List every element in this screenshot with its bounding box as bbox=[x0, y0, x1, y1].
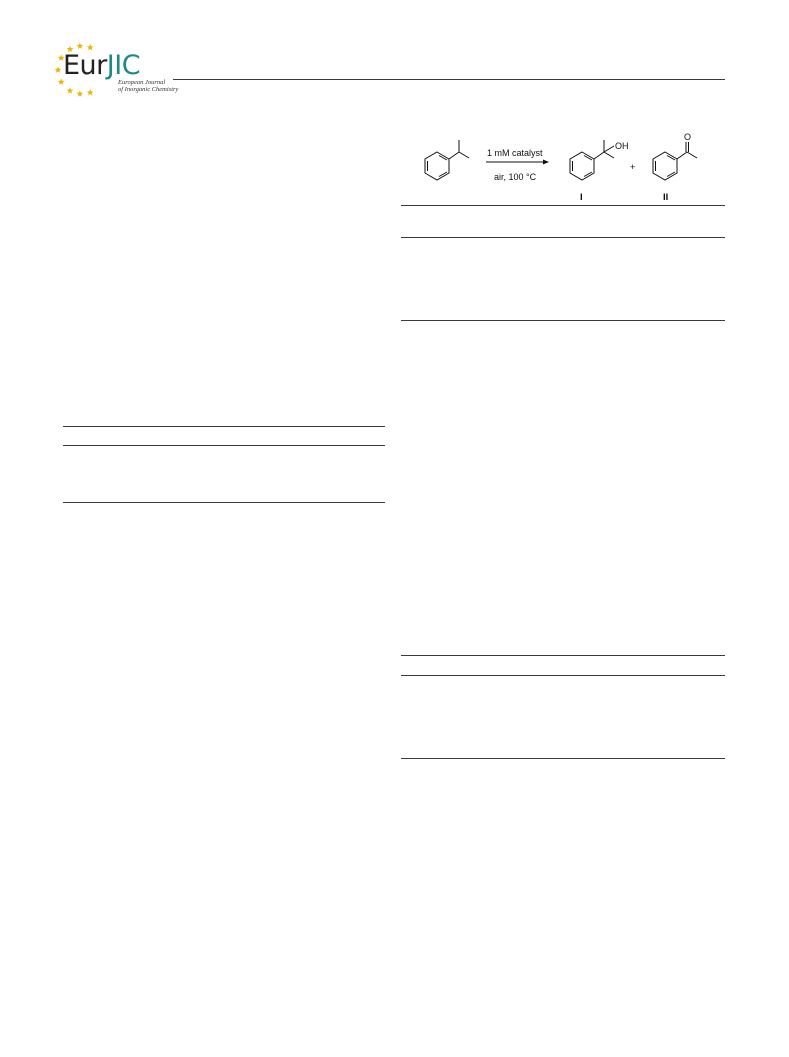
star-icon bbox=[76, 90, 83, 97]
hydroxy-label: OH bbox=[615, 141, 629, 151]
cumene-structure bbox=[425, 140, 469, 180]
header-rule bbox=[173, 79, 725, 80]
product-2-structure bbox=[653, 132, 697, 180]
table-bottom-rule bbox=[401, 320, 725, 321]
product-1-structure bbox=[570, 140, 629, 180]
logo-wordmark bbox=[63, 52, 140, 79]
table-top-rule bbox=[401, 205, 725, 206]
product-1-label: I bbox=[580, 192, 583, 203]
table-bottom-rule bbox=[63, 502, 385, 503]
star-icon bbox=[87, 89, 94, 96]
logo-subtitle-line1: European Journal bbox=[118, 79, 166, 86]
star-icon bbox=[67, 87, 74, 94]
star-icon bbox=[55, 66, 62, 73]
table-bottom-rule bbox=[401, 758, 725, 759]
arrow-head-icon bbox=[543, 160, 549, 165]
table-header-rule bbox=[63, 445, 385, 446]
carbonyl-label: O bbox=[684, 132, 692, 142]
reaction-scheme bbox=[400, 128, 730, 204]
table-header-rule bbox=[401, 675, 725, 676]
table-top-rule bbox=[63, 426, 385, 427]
arrow-top-label: 1 mM catalyst bbox=[487, 148, 543, 158]
plus-sign: + bbox=[630, 162, 636, 172]
product-2-label: II bbox=[663, 192, 669, 203]
logo-word-prefix: Eur bbox=[63, 50, 107, 81]
logo-subtitle-line2: of Inorganic Chemistry bbox=[118, 86, 179, 93]
star-icon bbox=[76, 42, 83, 49]
table-top-rule bbox=[401, 655, 725, 656]
logo-word-suffix: JIC bbox=[106, 50, 141, 81]
table-header-rule bbox=[401, 237, 725, 238]
arrow-bottom-label: air, 100 °C bbox=[494, 172, 537, 182]
